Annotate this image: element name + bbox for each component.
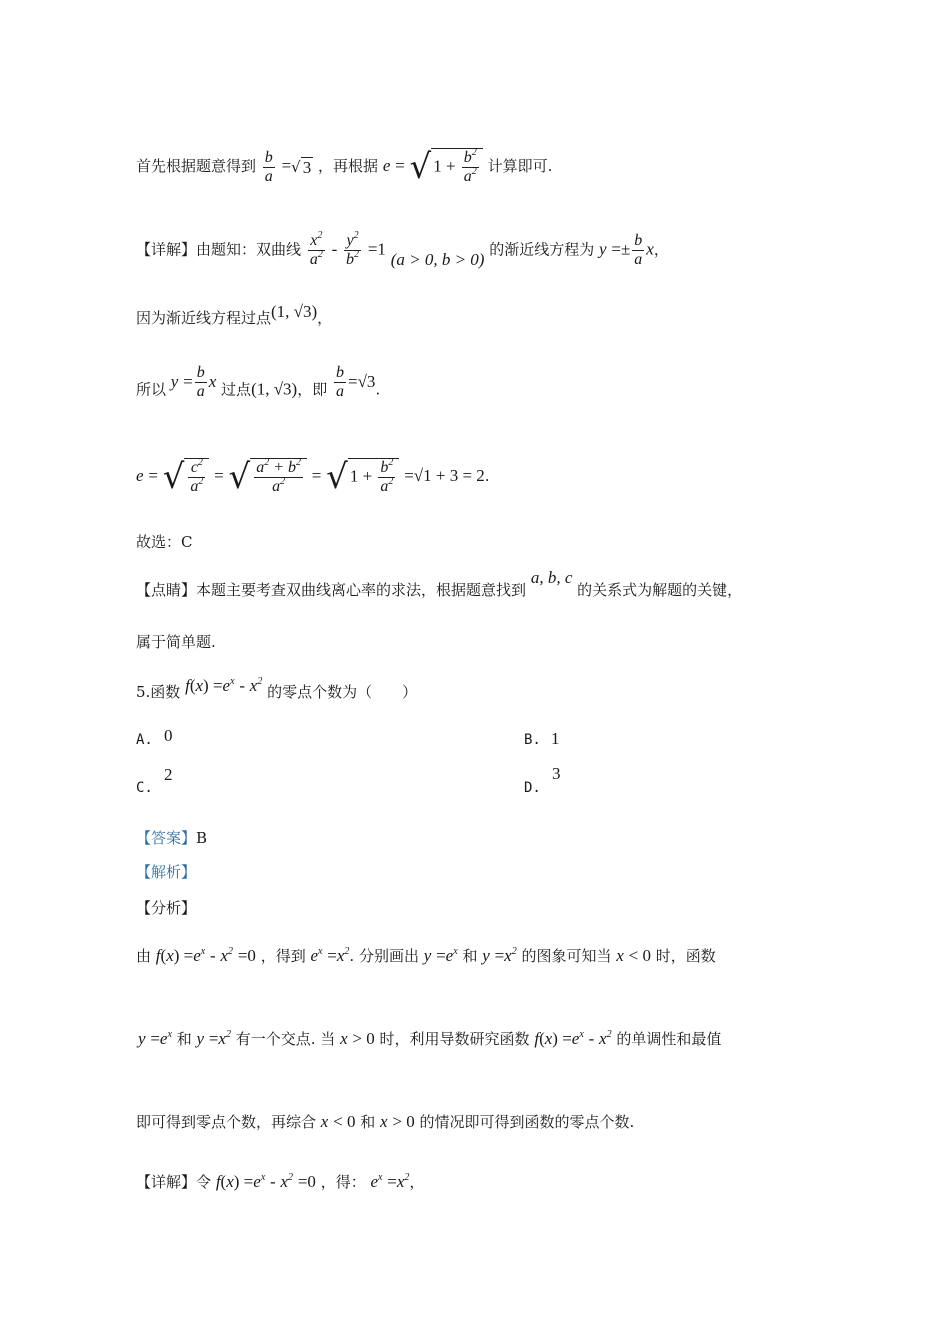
question-5: 5.函数 $f(x) =e^x - x^2$ 的零点个数为（ ） xyxy=(136,676,418,701)
option-a-value: 0 xyxy=(164,726,173,745)
option-d-value: 3 xyxy=(552,764,561,783)
option-d-letter: D. xyxy=(524,780,541,796)
detail-paragraph: 【详解】令 $f(x) =e^x - x^2 =0$ ，得： $e^x =x^2$， xyxy=(136,1172,425,1191)
option-c-value: 2 xyxy=(164,765,173,784)
line-simple: 属于简单题. xyxy=(136,633,216,651)
option-a-letter: A. xyxy=(136,732,153,748)
option-b-value: 1 xyxy=(551,729,560,748)
analysis-heading: 【解析】 xyxy=(136,863,197,881)
analysis-paragraph-1: 由 $f(x) =e^x - x^2 =0$ ，得到 $e^x =x^2$. 分别画出 $y =e^x$ 和 $y =x^2$ 的图象可知当 x < 0 时，函数 xyxy=(136,946,716,965)
fraction-b-over-a: $\frac{b}{a}$ xyxy=(264,148,273,185)
option-b-letter: B. xyxy=(524,732,541,748)
line-point: 因为渐近线方程过点(1, √3)， xyxy=(136,302,333,327)
fenxi-heading: 【分析】 xyxy=(136,899,197,917)
option-c-letter: C. xyxy=(136,780,153,796)
line-detail: 【详解】由题知：双曲线 $\frac{x^2}{a^2}$ - $\frac{y^2}{b^2}$ =1 (a > 0, b > 0) 的渐近线方程为 y =± $\frac{b}{a}$ x， xyxy=(136,230,669,269)
sqrt-3: √ 3 xyxy=(291,157,312,177)
choice-line: 故选：C xyxy=(136,533,193,551)
analysis-paragraph-3: 即可得到零点个数，再综合 x < 0 和 x > 0 的情况即可得到函数的零点个数. xyxy=(136,1112,635,1131)
line-comment: 【点睛】本题主要考查双曲线离心率的求法，根据题意找到 a, b, c 的关系式为解题的关键， xyxy=(136,568,743,599)
line-so: 所以 y = $\frac{b}{a}$ x 过点(1, √3)，即 $\frac{b}{a}$ =√3. xyxy=(136,364,381,400)
answer-line: 【答案】B xyxy=(136,829,208,847)
line-eccentricity: e = √ $\frac{c^2}{a^2}$ = √ $\frac{a^2 + b^2}{a^2}$ = √ 1 + $\frac{b^2}{a^2}$ =√1 + 3 = 2. xyxy=(136,457,490,497)
line-hint: 首先根据题意得到 $\frac{b}{a}$ =√ 3 ，再根据 e = √ 1 + $\frac{b^2}{a^2}$ 计算即可. xyxy=(136,147,553,187)
sqrt-formula: √ 1 + $\frac{b^2}{a^2}$ xyxy=(410,148,483,186)
analysis-paragraph-2: $y =e^x$ 和 $y =x^2$ 有一个交点. 当 x > 0 时，利用导数研究函数 $f(x) =e^x - x^2$ 的单调性和最值 xyxy=(138,1029,722,1048)
